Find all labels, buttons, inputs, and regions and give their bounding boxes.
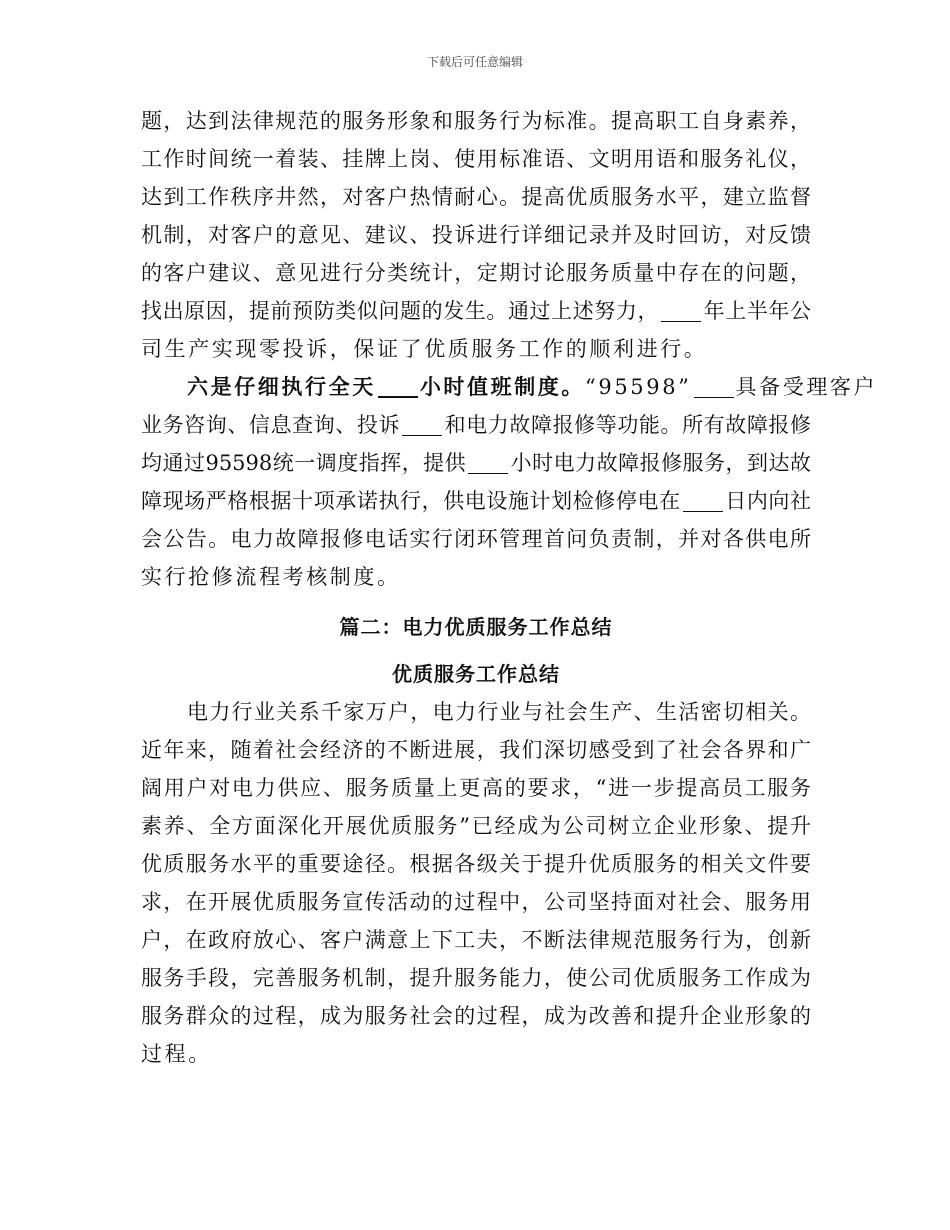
paragraph-duty-system [141, 368, 878, 596]
text-line [141, 406, 811, 444]
blank-underline [468, 451, 508, 474]
text-segment: 和电力故障报修等功能。所有故障报修 [444, 413, 812, 437]
document-body [141, 102, 878, 1073]
text-line: 素养、全方面深化开展优质服务”已经成为公司树立企业形象、提升 [141, 814, 811, 838]
text-line: 的客户建议、意见进行分类统计，定期讨论服务质量中存在的问题， [141, 261, 811, 285]
text-line: 求，在开展优质服务宣传活动的过程中，公司坚持面对社会、服务用 [141, 890, 811, 914]
text-line: 实行抢修流程考核制度。 [141, 565, 401, 589]
text-segment: 找出原因，提前预防类似问题的发生。通过上述努力， [141, 299, 660, 323]
text-line: 电力行业关系千家万户，电力行业与社会生产、生活密切相关。 [187, 700, 811, 724]
text-line: 会公告。电力故障报修电话实行闭环管理首问负责制，并对各供电所 [141, 527, 811, 551]
text-line: 题，达到法律规范的服务形象和服务行为标准。提高职工自身素养， [141, 109, 811, 133]
text-line: 服务群众的过程，成为服务社会的过程，成为改善和提升企业形象的 [141, 1004, 811, 1028]
bold-lead-text: 。 [561, 375, 586, 399]
text-line [141, 482, 811, 520]
text-segment: “95598” [585, 375, 692, 399]
paragraph-service-standards [141, 102, 811, 368]
text-line [141, 368, 878, 406]
text-segment: 障现场严格根据十项承诺执行，供电设施计划检修停电在 [141, 489, 681, 513]
text-line: 司生产实现零投诉，保证了优质服务工作的顺利进行。 [141, 337, 708, 361]
text-line: 达到工作秩序井然，对客户热情耐心。提高优质服务水平，建立监督 [141, 185, 811, 209]
blank-underline [402, 413, 442, 436]
section-subheading: 优质服务工作总结 [392, 662, 560, 686]
blank-underline [694, 375, 734, 398]
text-segment: 业务咨询、信息查询、投诉 [141, 413, 401, 437]
text-line: 阔用户对电力供应、服务质量上更高的要求，“进一步提高员工服务 [141, 776, 811, 800]
text-line: 机制，对客户的意见、建议、投诉进行详细记录并及时回访，对反馈 [141, 223, 811, 247]
text-line: 过程。 [141, 1042, 212, 1066]
text-line: 户，在政府放心、客户满意上下工夫，不断法律规范服务行为，创新 [141, 928, 811, 952]
text-segment: 均通过95598统一调度指挥，提供 [141, 451, 467, 475]
text-line: 近年来，随着社会经济的不断进展，我们深切感受到了社会各界和广 [141, 738, 811, 762]
blank-underline [683, 489, 723, 512]
bold-lead-text: 小时值班制度 [419, 375, 562, 399]
text-line: 优质服务水平的重要途径。根据各级关于提升优质服务的相关文件要 [141, 852, 811, 876]
text-line: 工作时间统一着装、挂牌上岗、使用标准语、文明用语和服务礼仪， [141, 147, 811, 171]
text-line [141, 292, 811, 330]
blank-underline [661, 299, 701, 322]
page-header: 下载后可任意编辑 [426, 55, 523, 69]
text-segment: 日内向社 [724, 489, 812, 513]
text-segment: 年上半年公 [703, 299, 812, 323]
text-segment: 小时电力故障报修服务，到达故 [510, 451, 811, 475]
bold-lead-text: 六是仔细执行全天 [187, 375, 376, 399]
paragraph-summary [141, 693, 811, 1073]
section-heading: 篇二：电力优质服务工作总结 [339, 615, 613, 639]
blank-underline [378, 374, 418, 398]
text-line: 服务手段，完善服务机制，提升服务能力，使公司优质服务工作成为 [141, 966, 811, 990]
text-line [141, 444, 811, 482]
text-segment: 具备受理客户 [735, 375, 878, 399]
